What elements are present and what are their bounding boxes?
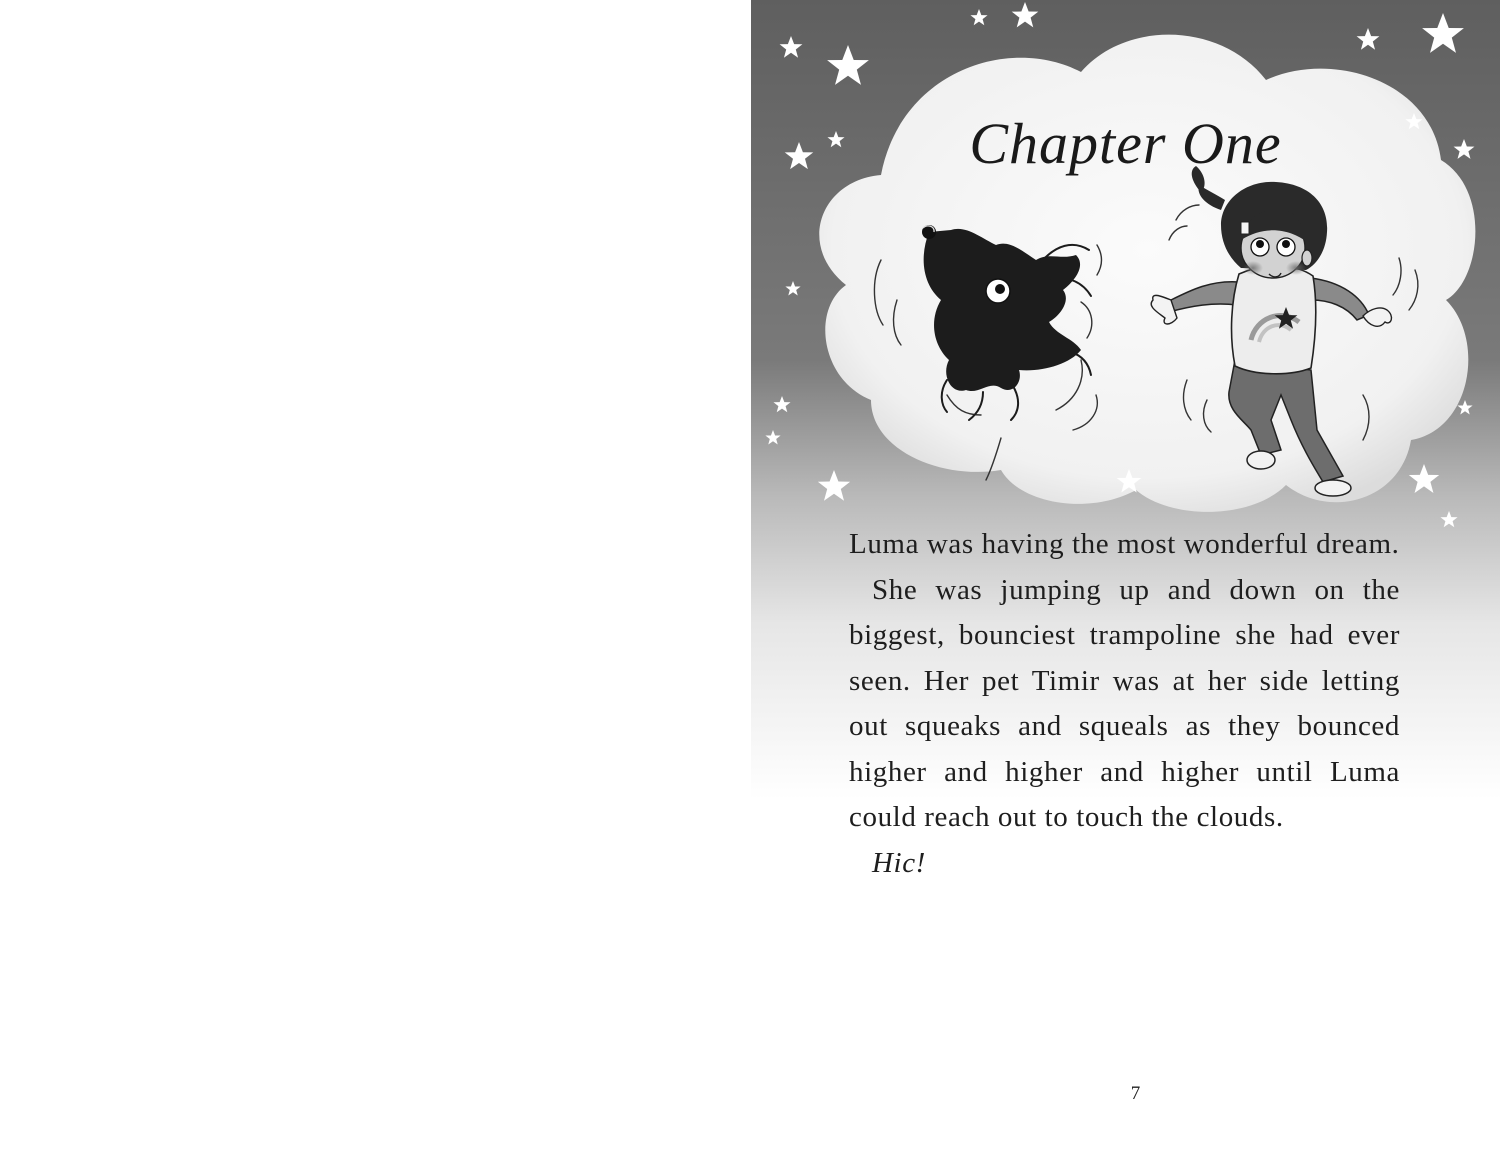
paragraph: Luma was having the most wonderful dream. [849, 528, 1400, 560]
chapter-body [849, 522, 1400, 886]
paragraph: Hic! [872, 846, 926, 879]
paragraph: She was jumping up and down on the biggest, bounciest trampoline she had ever seen. Her pet Timir was at her side letting out squeaks and squeals as they bounced higher and higher and higher until Luma could reach out to touch the clouds. [849, 573, 1400, 833]
cloud [819, 35, 1475, 512]
chapter-title: Chapter One [969, 111, 1282, 176]
page-number: 7 [1130, 1083, 1141, 1104]
right-page [751, 0, 1500, 1153]
